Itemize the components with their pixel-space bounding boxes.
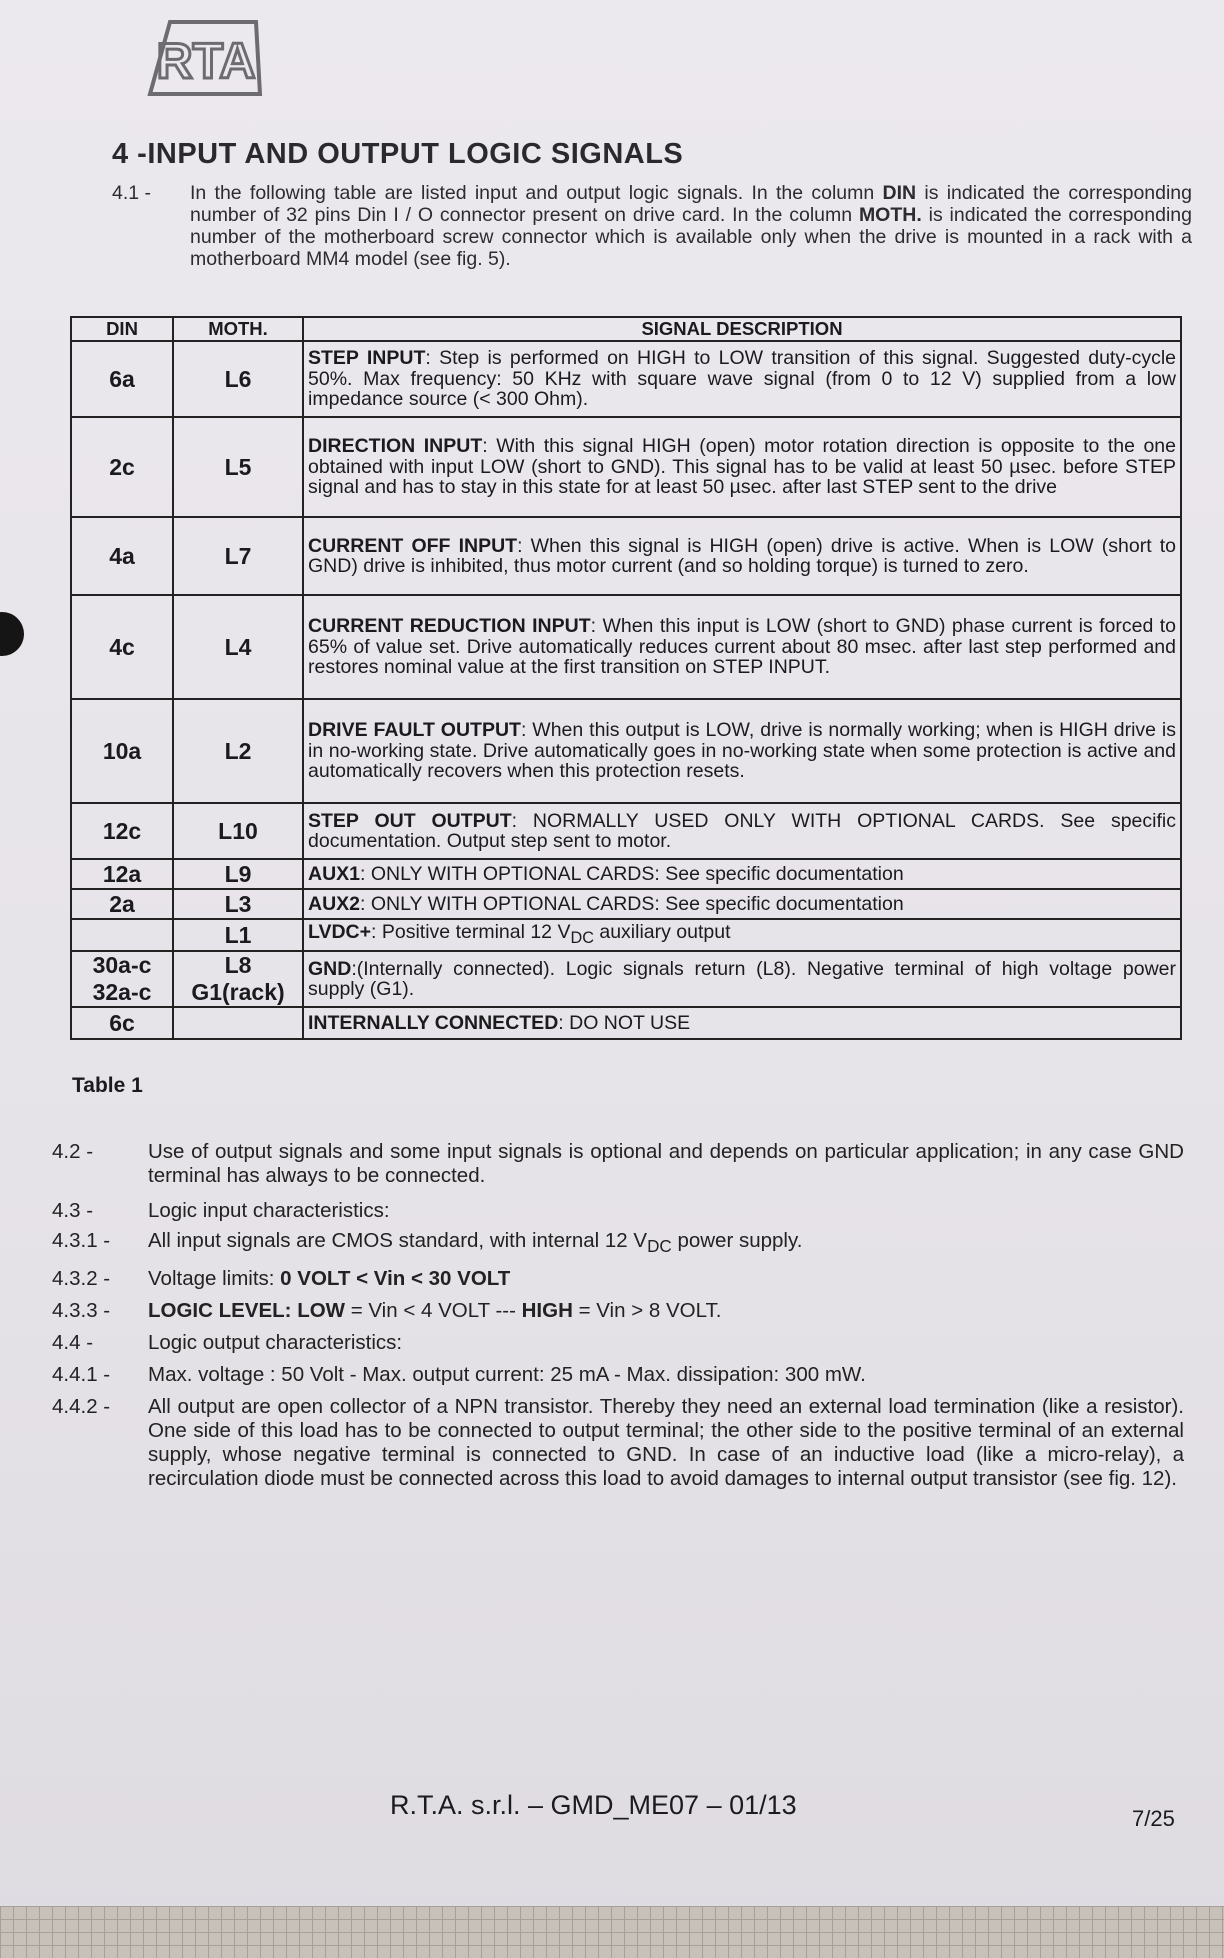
- graph-paper-background: [0, 1906, 1224, 1958]
- cell-description: [303, 889, 1181, 919]
- signal-description-text: : When this output is LOW, drive is normally working; when is HIGH drive is in no-working state. Drive automatically goes in no-working state when some protection is active and automatically recovers when this protection resets.: [308, 719, 1176, 783]
- section-bold: HIGH: [521, 1299, 573, 1323]
- signal-description-text: : ONLY WITH OPTIONAL CARDS: See specific documentation: [360, 862, 904, 885]
- section-text-part: power supply.: [671, 1229, 803, 1252]
- cell-din-line: 30a-c: [92, 952, 152, 979]
- header-signal-description: SIGNAL DESCRIPTION: [303, 317, 1181, 341]
- table-row: [71, 889, 1181, 919]
- cell-description: [303, 595, 1181, 699]
- table-row: [71, 1007, 1181, 1039]
- section-text-part: = Vin > 8 VOLT.: [572, 1299, 722, 1323]
- section-text-part: Voltage limits:: [148, 1267, 281, 1291]
- page-title: 4 -INPUT AND OUTPUT LOGIC SIGNALS: [112, 138, 684, 170]
- cell-moth: [173, 1007, 303, 1039]
- section-number: 4.3 -: [52, 1199, 94, 1222]
- table-row: [71, 595, 1181, 699]
- signal-description-text: : DO NOT USE: [558, 1012, 691, 1035]
- intro-text: In the following table are listed input and output logic signals. In the column: [190, 182, 883, 204]
- table-row: [71, 859, 1181, 889]
- section-number: 4.2 -: [52, 1140, 94, 1163]
- cell-moth: L7: [173, 517, 303, 595]
- section-row: [44, 1299, 1184, 1323]
- cell-din: 6c: [71, 1007, 173, 1039]
- intro-bold: DIN: [882, 182, 917, 204]
- signal-name: DRIVE FAULT OUTPUT: [308, 719, 521, 742]
- header-din: DIN: [71, 317, 173, 341]
- signal-name: CURRENT REDUCTION INPUT: [308, 615, 591, 638]
- rta-logo: [140, 18, 266, 98]
- cell-description: [303, 919, 1181, 951]
- section-text: All output are open collector of a NPN transistor. Thereby they need an external load termination (like a resistor). One side of this load has to be connected to output terminal; the other side to the positive terminal of an external supply, whose negative terminal is connected to GND. In case of an inductive load (like a micro-relay), a recirculation diode must be connected across this load to avoid damages to internal output transistor (see fig. 12).: [148, 1395, 1184, 1491]
- cell-din: 10a: [71, 699, 173, 803]
- signal-description-text: : With this signal HIGH (open) motor rotation direction is opposite to the one obtained with input LOW (short to GND). This signal has to be valid at least 50 µsec. before STEP signal and has to stay in this state for at least 50 µsec. after last STEP sent to the drive: [308, 435, 1176, 499]
- signals-table: [70, 316, 1182, 1040]
- signal-name: AUX1: [308, 862, 361, 885]
- signal-name: LVDC+: [308, 921, 372, 943]
- cell-moth: L1: [173, 919, 303, 951]
- cell-moth: L5: [173, 417, 303, 517]
- intro-paragraph: [112, 182, 1192, 270]
- section-row: [44, 1363, 1184, 1387]
- signal-name: STEP INPUT: [308, 347, 426, 370]
- intro-text: is indicated the corresponding number of 32 pins Din I / O connector present on drive card. In the column: [190, 182, 1192, 226]
- cell-din: 4a: [71, 517, 173, 595]
- cell-description: [303, 417, 1181, 517]
- cell-moth-line: L8: [224, 952, 252, 979]
- section-row: [44, 1331, 1184, 1355]
- cell-description: [303, 1007, 1181, 1039]
- page-number: 7/25: [1132, 1806, 1175, 1831]
- cell-din: 12a: [71, 859, 173, 889]
- signal-description-text: : ONLY WITH OPTIONAL CARDS: See specific documentation: [360, 892, 904, 915]
- table-row: [71, 951, 1181, 1007]
- cell-din: 4c: [71, 595, 173, 699]
- section-text: [148, 1229, 1184, 1259]
- binder-clip: [0, 612, 24, 656]
- section-number: 4.4.2 -: [52, 1395, 111, 1419]
- section-row: [44, 1267, 1184, 1291]
- signal-name: DIRECTION INPUT: [308, 435, 483, 458]
- section-bold: LOGIC LEVEL: LOW: [148, 1299, 346, 1323]
- signal-description-text: : When this signal is HIGH (open) drive is active. When is LOW (short to GND) drive is inhibited, thus motor current (and so holding torque) is turned to zero.: [308, 534, 1177, 577]
- signal-description-text: : Step is performed on HIGH to LOW transition of this signal. Suggested duty-cycle 50%. Max frequency: 50 KHz with square wave signal (from 0 to 12 V) supplied from a low impedance source (< 300 Ohm).: [308, 347, 1176, 411]
- signal-name: STEP OUT OUTPUT: [308, 809, 512, 832]
- cell-moth: L9: [173, 859, 303, 889]
- header-moth: MOTH.: [173, 317, 303, 341]
- table-row: [71, 699, 1181, 803]
- section-text: Logic output characteristics:: [148, 1331, 403, 1355]
- cell-moth: L3: [173, 889, 303, 919]
- table-row: [71, 803, 1181, 859]
- cell-moth-line: G1(rack): [191, 979, 285, 1006]
- cell-moth: L2: [173, 699, 303, 803]
- signal-description-text: : When this input is LOW (short to GND) phase current is forced to 65% of value set. Drive automatically reduces current about 80 msec. after last step performed and restores nominal value at the first transition on STEP INPUT.: [308, 615, 1176, 679]
- sections: [44, 1140, 1184, 1502]
- cell-moth: L10: [173, 803, 303, 859]
- section-number: 4.3.1 -: [52, 1229, 111, 1252]
- section-number: 4.3.2 -: [52, 1267, 111, 1291]
- section-text: Use of output signals and some input signals is optional and depends on particular application; in any case GND terminal has always to be connected.: [148, 1140, 1184, 1187]
- section-text: Logic input characteristics:: [148, 1199, 390, 1222]
- intro-bold: MOTH.: [858, 204, 922, 226]
- section-number: 4.3.3 -: [52, 1299, 111, 1323]
- cell-description: [303, 859, 1181, 889]
- cell-moth: L6: [173, 341, 303, 417]
- section-number: 4.1 -: [112, 182, 152, 204]
- table-row: [71, 417, 1181, 517]
- section-text: [148, 1299, 1184, 1323]
- table-caption: Table 1: [72, 1074, 143, 1097]
- section-row: [44, 1229, 1184, 1259]
- cell-din: [71, 919, 173, 951]
- cell-description: [303, 803, 1181, 859]
- cell-description: [303, 341, 1181, 417]
- section-number: 4.4.1 -: [52, 1363, 111, 1387]
- signal-description-text: : NORMALLY USED ONLY WITH OPTIONAL CARDS. See specific documentation. Output step sent to motor.: [308, 809, 1176, 852]
- cell-description: [303, 517, 1181, 595]
- signal-description-text: auxiliary output: [593, 921, 731, 943]
- cell-din: 6a: [71, 341, 173, 417]
- cell-moth: [173, 951, 303, 1007]
- signal-name: CURRENT OFF INPUT: [308, 534, 518, 557]
- cell-din: [71, 951, 173, 1007]
- signal-name: INTERNALLY CONNECTED: [308, 1012, 559, 1035]
- section-row: [44, 1395, 1184, 1491]
- signal-description-text: : Positive terminal 12 V: [371, 921, 571, 943]
- table-row: [71, 517, 1181, 595]
- section-text-part: = Vin < 4 VOLT ---: [345, 1299, 522, 1323]
- cell-din: 2a: [71, 889, 173, 919]
- table-row: [71, 919, 1181, 951]
- section-row: [44, 1140, 1184, 1188]
- table-header-row: [71, 317, 1181, 341]
- signal-name: AUX2: [308, 892, 361, 915]
- section-text: [148, 1267, 1184, 1291]
- table-row: [71, 341, 1181, 417]
- cell-description: [303, 951, 1181, 1007]
- cell-description: [303, 699, 1181, 803]
- cell-din: 12c: [71, 803, 173, 859]
- footer-doc-id: R.T.A. s.r.l. – GMD_ME07 – 01/13: [390, 1790, 797, 1820]
- cell-din: 2c: [71, 417, 173, 517]
- cell-din-line: 32a-c: [92, 979, 152, 1006]
- cell-moth: L4: [173, 595, 303, 699]
- svg-text:RTA: RTA: [156, 33, 256, 89]
- section-text-part: All input signals are CMOS standard, with internal 12 V: [148, 1229, 648, 1252]
- signal-description-text: :(Internally connected). Logic signals return (L8). Negative terminal of high voltage power supply (G1).: [308, 957, 1176, 1001]
- subscript: DC: [647, 1237, 672, 1257]
- section-number: 4.4 -: [52, 1331, 94, 1355]
- subscript: DC: [570, 928, 594, 947]
- section-text: Max. voltage : 50 Volt - Max. output current: 25 mA - Max. dissipation: 300 mW.: [148, 1363, 866, 1387]
- section-bold: 0 VOLT < Vin < 30 VOLT: [280, 1267, 511, 1291]
- signal-name: GND: [308, 957, 352, 980]
- section-row: [44, 1199, 1184, 1223]
- intro-text: is indicated the corresponding number of the motherboard screw connector which is available only when the drive is mounted in a rack with a motherboard MM4 model (see fig. 5).: [190, 204, 1192, 270]
